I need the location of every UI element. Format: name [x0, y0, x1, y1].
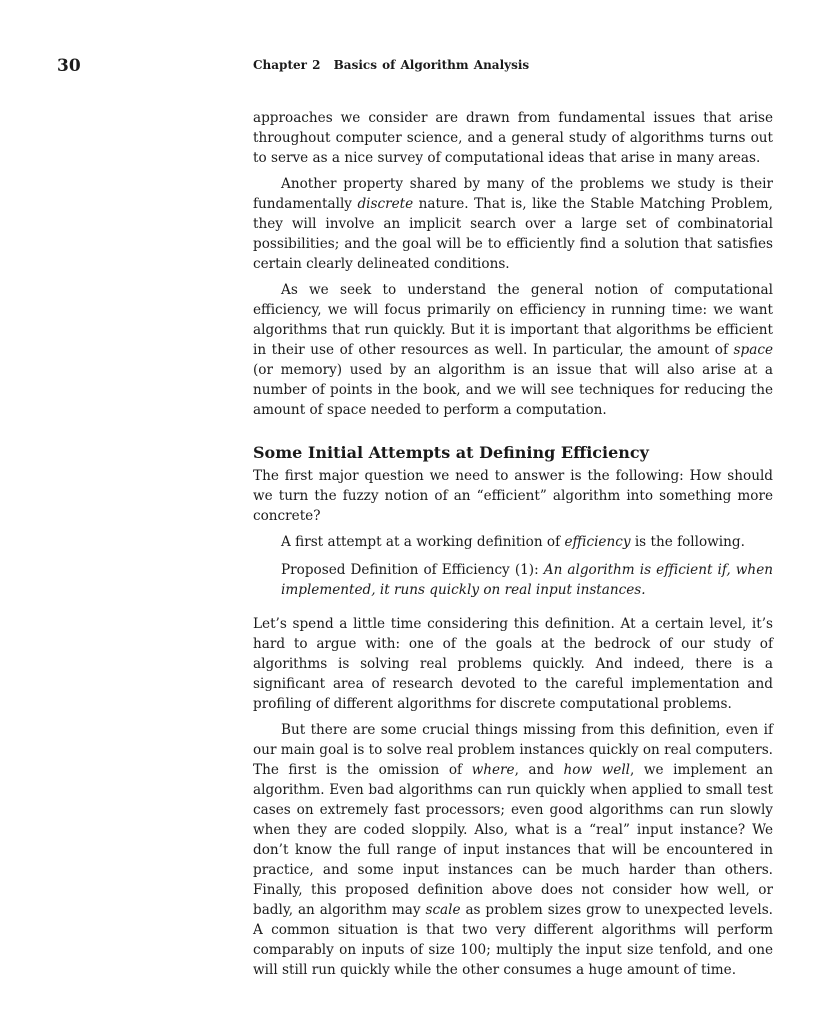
definition-text: An algorithm is efficient if, when implemented, it runs quickly on real input instances. [281, 562, 773, 598]
chapter-label: Chapter 2 [253, 58, 321, 72]
running-head [253, 58, 529, 72]
paragraph-2: Another property shared by many of the problems we study is their fundamentally discrete nature. That is, like the Stable Matching Problem, they will involve an implicit search over a large set of combinatorial possibilities; and the goal will be to efficiently find a solution that satisfies certain clearly delineated conditions. [253, 176, 773, 272]
paragraph-1: approaches we consider are drawn from fundamental issues that arise throughout computer science, and a general study of algorithms turns out to serve as a nice survey of computational ideas that arise in many areas. [253, 110, 773, 166]
emphasis-discrete: discrete [357, 196, 414, 212]
emphasis-space: space [733, 342, 773, 358]
chapter-title: Basics of Algorithm Analysis [333, 58, 530, 72]
paragraph-7: But there are some crucial things missing from this definition, even if our main goal is to solve real problem instances quickly on real computers. The first is the omission of where, and how well, we implement an algorithm. Even bad algorithms can run quickly when applied to small test cases on extremely fast processors; even good algorithms can run slowly when they are coded sloppily. Also, what is a “real” input instance? We don’t know the full range of input instances that will be encountered in practice, and some input instances can be much harder than others. Finally, this proposed definition above does not consider how well, or badly, an algorithm may scale as problem sizes grow to unexpected levels. A common situation is that two very different algorithms will perform comparably on inputs of size 100; multiply the input size tenfold, and one will still run quickly while the other consumes a huge amount of time. [253, 722, 774, 978]
proposed-definition [281, 560, 773, 600]
emphasis-scale: scale [425, 902, 461, 918]
section-heading: Some Initial Attempts at Defining Efficiency [253, 443, 649, 462]
page-number: 30 [57, 56, 81, 76]
paragraph-4: The first major question we need to answer is the following: How should we turn the fuzzy notion of an “efficient” algorithm into something more concrete? [253, 468, 773, 524]
emphasis-how-well: how well [563, 762, 631, 778]
paragraph-5: A first attempt at a working definition of efficiency is the following. [281, 534, 745, 550]
paragraph-3: As we seek to understand the general notion of computational efficiency, we will focus primarily on efficiency in running time: we want algorithms that run quickly. But it is important that algorithms be efficient in their use of other resources as well. In particular, the amount of space (or memory) used by an algorithm is an issue that will also arise at a number of points in the book, and we will see techniques for reducing the amount of space needed to perform a computation. [253, 282, 773, 418]
paragraph-6: Let’s spend a little time considering this definition. At a certain level, it’s hard to argue with: one of the goals at the bedrock of our study of algorithms is solving real problems quickly. And indeed, there is a significant area of research devoted to the careful implementation and profiling of different algorithms for discrete computational problems. [253, 616, 773, 712]
definition-label: Proposed Definition of Efficiency (1): [281, 562, 544, 578]
body-text [253, 108, 773, 986]
emphasis-where: where [471, 762, 515, 778]
emphasis-efficiency: efficiency [564, 534, 631, 550]
